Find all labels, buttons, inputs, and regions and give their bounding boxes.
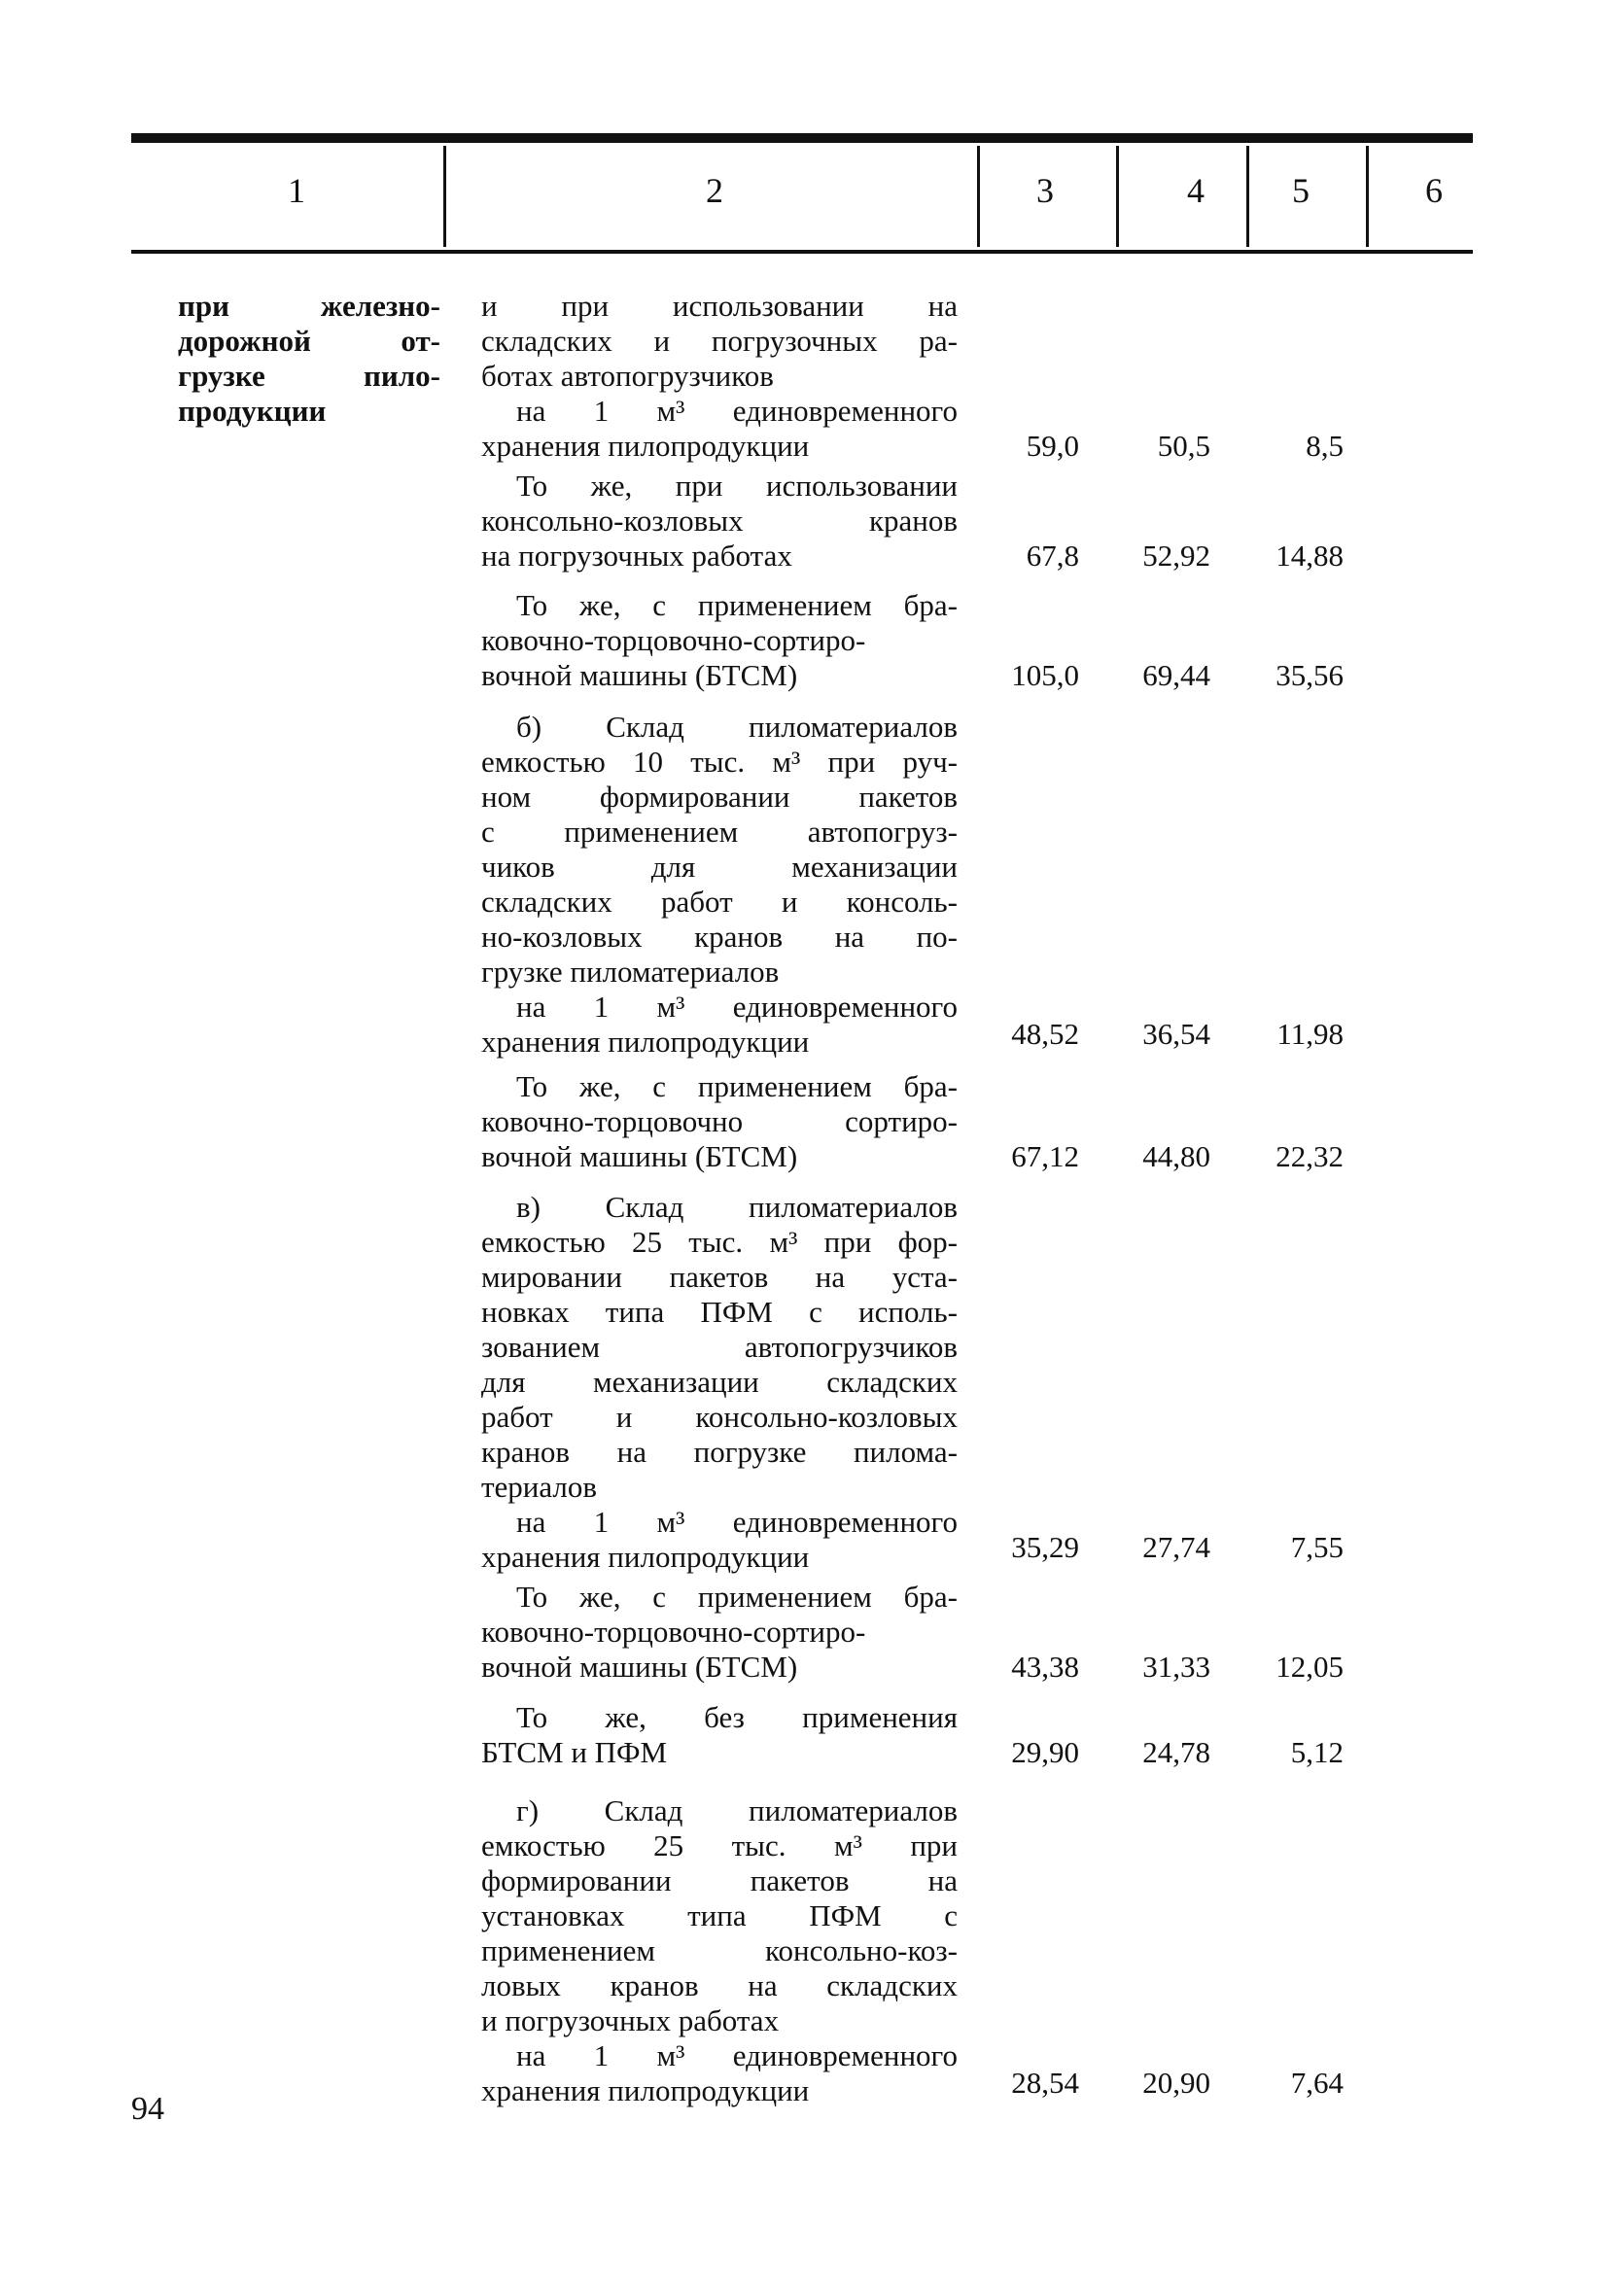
description-line: консольно-козловых кранов — [481, 504, 958, 538]
row-label-cell — [178, 289, 440, 429]
description-line: хранения пилопродукции — [481, 1540, 810, 1574]
description-line: на 1 м³ единовременного — [516, 990, 958, 1024]
value-col-5: 5,12 — [1290, 1735, 1344, 1769]
value-col-4: 36,54 — [1142, 1017, 1210, 1051]
description-line: ковочно-торцовочно-сортиро- — [481, 1615, 866, 1649]
description-line: емкостью 25 тыс. м³ при фор- — [481, 1225, 958, 1259]
description-line: формировании пакетов на — [481, 1863, 958, 1897]
description-line: емкостью 10 тыс. м³ при руч- — [481, 745, 958, 779]
value-col-3: 48,52 — [1011, 1017, 1079, 1051]
value-col-4: 52,92 — [1142, 539, 1210, 573]
description-line: ковочно-торцовочно-сортиро- — [481, 623, 866, 657]
row-description — [481, 710, 958, 1060]
description-line: вочной машины (БТСМ) — [481, 1650, 798, 1684]
value-col-4: 20,90 — [1142, 2066, 1210, 2100]
value-col-3: 29,90 — [1011, 1735, 1079, 1769]
description-line: применением консольно-коз- — [481, 1933, 958, 1967]
header-col-4: 4 — [1187, 171, 1205, 210]
header-col-3: 3 — [1036, 171, 1054, 210]
description-line: для механизации складских — [481, 1365, 958, 1399]
value-col-4: 69,44 — [1142, 658, 1210, 692]
description-line: хранения пилопродукции — [481, 2073, 810, 2107]
description-line: на 1 м³ единовременного — [516, 1505, 958, 1539]
value-col-3: 59,0 — [1026, 429, 1079, 463]
description-line: грузке пиломатериалов — [481, 955, 780, 989]
description-line: кранов на погрузке пилома- — [481, 1435, 958, 1469]
description-line: вочной машины (БТСМ) — [481, 658, 798, 692]
description-line: ловых кранов на складских — [481, 1968, 958, 2002]
description-line: и погрузочных работах — [481, 2003, 780, 2037]
value-col-5: 7,64 — [1290, 2066, 1344, 2100]
value-col-3: 35,29 — [1011, 1530, 1079, 1564]
value-col-4: 50,5 — [1157, 429, 1210, 463]
table-header-rule — [131, 250, 1473, 254]
description-line: и при использовании на — [481, 289, 958, 323]
description-line: установках типа ПФМ с — [481, 1898, 958, 1932]
description-line: г) Склад пиломатериалов — [516, 1793, 958, 1827]
description-line: на погрузочных работах — [481, 539, 792, 573]
description-line: ном формировании пакетов — [481, 780, 958, 814]
description-line: ботах автопогрузчиков — [481, 359, 774, 393]
header-col-2: 2 — [706, 171, 723, 210]
description-line: складских и погрузочных ра- — [481, 324, 958, 358]
description-line: новках типа ПФМ с исполь- — [481, 1295, 958, 1329]
description-line: чиков для механизации — [481, 850, 958, 884]
value-col-3: 67,8 — [1026, 539, 1079, 573]
description-line: То же, с применением бра- — [516, 1069, 958, 1103]
row-label-line: дорожной от- — [178, 324, 440, 358]
description-line: работ и консольно-козловых — [481, 1400, 958, 1434]
description-line: зованием автопогрузчиков — [481, 1330, 958, 1364]
description-line: вочной машины (БТСМ) — [481, 1139, 798, 1173]
description-line: но-козловых кранов на по- — [481, 920, 958, 954]
value-col-4: 31,33 — [1142, 1650, 1210, 1684]
row-description — [481, 1700, 958, 1770]
value-col-5: 8,5 — [1306, 429, 1344, 463]
row-description — [481, 289, 958, 464]
header-col-1: 1 — [288, 171, 305, 210]
description-line: териалов — [481, 1470, 598, 1504]
value-col-4: 44,80 — [1142, 1139, 1210, 1173]
description-line: на 1 м³ единовременного — [516, 2038, 958, 2072]
row-description — [481, 588, 958, 693]
row-description — [481, 469, 958, 574]
description-line: То же, при использовании — [516, 469, 958, 503]
description-line: емкостью 25 тыс. м³ при — [481, 1828, 958, 1862]
row-description — [481, 1793, 958, 2108]
header-col-5: 5 — [1292, 171, 1310, 210]
value-col-3: 67,12 — [1011, 1139, 1079, 1173]
description-line: БТСМ и ПФМ — [481, 1735, 668, 1769]
value-col-4: 24,78 — [1142, 1735, 1210, 1769]
description-line: ковочно-торцовочно сортиро- — [481, 1104, 958, 1138]
row-label-line: продукции — [178, 394, 327, 428]
description-line: б) Склад пиломатериалов — [516, 710, 958, 744]
description-line: с применением автопогруз- — [481, 815, 958, 849]
description-line: на 1 м³ единовременного — [516, 394, 958, 428]
header-divider — [443, 146, 446, 247]
header-divider — [1366, 146, 1369, 247]
row-description — [481, 1069, 958, 1174]
value-col-5: 7,55 — [1290, 1530, 1344, 1564]
description-line: в) Склад пиломатериалов — [516, 1190, 958, 1224]
value-col-3: 28,54 — [1011, 2066, 1079, 2100]
header-divider — [977, 146, 980, 247]
header-divider — [1246, 146, 1249, 247]
row-description — [481, 1580, 958, 1685]
value-col-5: 12,05 — [1275, 1650, 1344, 1684]
value-col-5: 35,56 — [1275, 658, 1344, 692]
row-description — [481, 1190, 958, 1575]
description-line: складских работ и консоль- — [481, 885, 958, 919]
value-col-5: 11,98 — [1276, 1017, 1344, 1051]
description-line: То же, с применением бра- — [516, 1580, 958, 1614]
row-label-line: грузке пило- — [178, 359, 440, 393]
description-line: мировании пакетов на уста- — [481, 1260, 958, 1294]
value-col-4: 27,74 — [1142, 1530, 1210, 1564]
description-line: То же, с применением бра- — [516, 588, 958, 622]
row-label-line: при железно- — [178, 289, 440, 323]
description-line: хранения пилопродукции — [481, 429, 810, 463]
description-line: хранения пилопродукции — [481, 1025, 810, 1059]
description-line: То же, без применения — [516, 1700, 958, 1734]
value-col-3: 105,0 — [1011, 658, 1079, 692]
page-number: 94 — [131, 2091, 164, 2127]
table-top-rule — [131, 133, 1473, 143]
header-divider — [1116, 146, 1119, 247]
value-col-3: 43,38 — [1011, 1650, 1079, 1684]
header-col-6: 6 — [1425, 171, 1443, 210]
value-col-5: 14,88 — [1275, 539, 1344, 573]
value-col-5: 22,32 — [1275, 1139, 1344, 1173]
